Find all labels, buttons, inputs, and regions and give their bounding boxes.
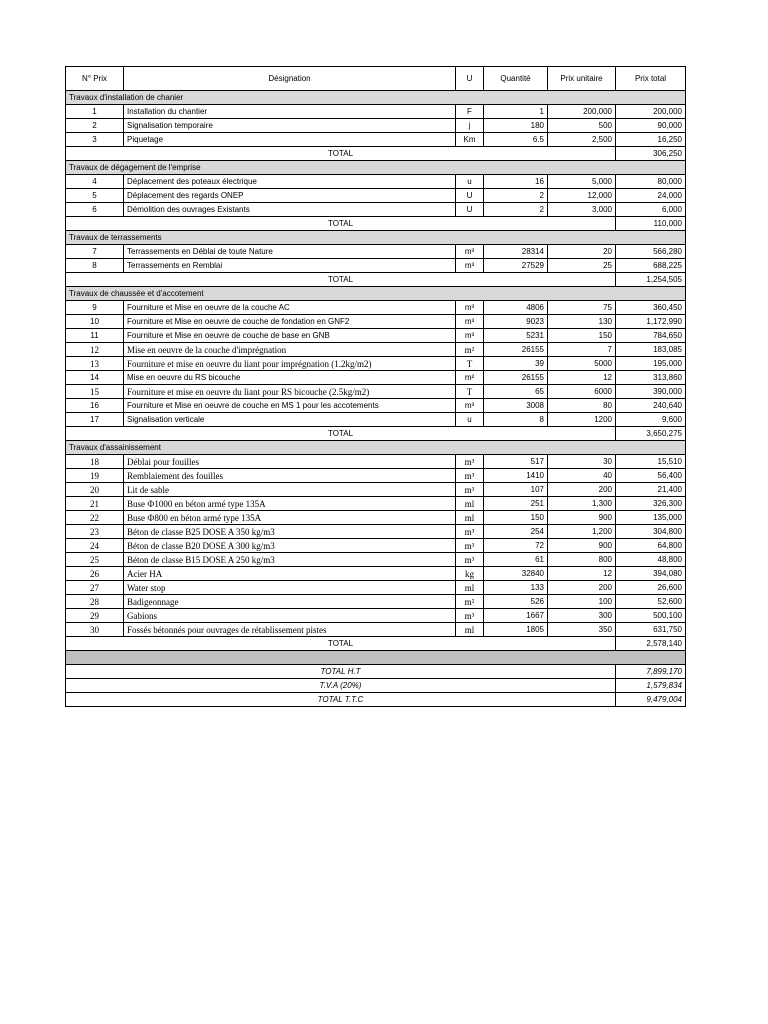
unit-price: 800 [548, 553, 616, 567]
unit: m³ [456, 553, 484, 567]
quantity: 26155 [484, 343, 548, 357]
quantity: 4806 [484, 301, 548, 315]
unit: F [456, 105, 484, 119]
quantity: 1667 [484, 609, 548, 623]
table-row [66, 189, 686, 203]
unit-price: 200 [548, 581, 616, 595]
total-price: 240,640 [616, 399, 686, 413]
table-row [66, 413, 686, 427]
designation: Water stop [124, 581, 456, 595]
table-row [66, 623, 686, 637]
unit: m³ [456, 469, 484, 483]
price-number: 18 [66, 455, 124, 469]
unit-price: 200,000 [548, 105, 616, 119]
designation: Fossés bétonnés pour ouvrages de rétablissement pistes [124, 623, 456, 637]
unit-price: 130 [548, 315, 616, 329]
quantity: 26155 [484, 371, 548, 385]
unit-price: 12,000 [548, 189, 616, 203]
table-row [66, 343, 686, 357]
unit-price: 5000 [548, 357, 616, 371]
quantity: 6.5 [484, 133, 548, 147]
section-total-row [66, 427, 686, 441]
price-number: 29 [66, 609, 124, 623]
total-price: 784,650 [616, 329, 686, 343]
table-row [66, 133, 686, 147]
total-price: 304,800 [616, 525, 686, 539]
table-row [66, 329, 686, 343]
table-row [66, 371, 686, 385]
unit-price: 200 [548, 483, 616, 497]
quantity: 5231 [484, 329, 548, 343]
price-number: 24 [66, 539, 124, 553]
unit: m³ [456, 245, 484, 259]
quantity: 61 [484, 553, 548, 567]
designation: Signalisation temporaire [124, 119, 456, 133]
quantity: 28314 [484, 245, 548, 259]
quantity: 2 [484, 189, 548, 203]
recap-row [66, 693, 686, 707]
designation: Déblai pour fouilles [124, 455, 456, 469]
designation: Signalisation verticale [124, 413, 456, 427]
total-price: 631,750 [616, 623, 686, 637]
unit: m³ [456, 483, 484, 497]
designation: Acier HA [124, 567, 456, 581]
price-number: 21 [66, 497, 124, 511]
unit-price: 350 [548, 623, 616, 637]
quantity: 254 [484, 525, 548, 539]
designation: Béton de classe B25 DOSE A 350 kg/m3 [124, 525, 456, 539]
price-number: 8 [66, 259, 124, 273]
unit-price: 7 [548, 343, 616, 357]
designation: Démolition des ouvrages Existants [124, 203, 456, 217]
price-number: 19 [66, 469, 124, 483]
quantity: 133 [484, 581, 548, 595]
section-total-label: TOTAL [66, 273, 616, 287]
unit: Km [456, 133, 484, 147]
unit: kg [456, 567, 484, 581]
table-row [66, 119, 686, 133]
total-price: 1,172,990 [616, 315, 686, 329]
price-number: 1 [66, 105, 124, 119]
total-price: 200,000 [616, 105, 686, 119]
quantity: 2 [484, 203, 548, 217]
table-row [66, 455, 686, 469]
unit: T [456, 385, 484, 399]
total-price: 48,800 [616, 553, 686, 567]
unit-price: 1200 [548, 413, 616, 427]
price-number: 28 [66, 595, 124, 609]
section-title: Travaux de chaussée et d'accotement [66, 287, 686, 301]
unit-price: 30 [548, 455, 616, 469]
quantity: 32840 [484, 567, 548, 581]
table-row [66, 595, 686, 609]
section-total-value: 2,578,140 [616, 637, 686, 651]
designation: Fourniture et mise en oeuvre du liant pour imprégnation (1.2kg/m2) [124, 357, 456, 371]
price-number: 7 [66, 245, 124, 259]
section-total-row [66, 217, 686, 231]
section-title: Travaux d'installation de chanier [66, 91, 686, 105]
unit-price: 900 [548, 539, 616, 553]
quantity: 150 [484, 511, 548, 525]
total-price: 15,510 [616, 455, 686, 469]
section-total-value: 110,000 [616, 217, 686, 231]
table-row [66, 609, 686, 623]
unit: ml [456, 623, 484, 637]
total-price: 183,085 [616, 343, 686, 357]
total-price: 52,600 [616, 595, 686, 609]
table-row [66, 469, 686, 483]
section-total-value: 306,250 [616, 147, 686, 161]
unit-price: 3,000 [548, 203, 616, 217]
unit-price: 100 [548, 595, 616, 609]
price-number: 2 [66, 119, 124, 133]
section-header-row [66, 287, 686, 301]
unit: m² [456, 343, 484, 357]
table-row [66, 245, 686, 259]
recap-label: T.V.A (20%) [66, 679, 616, 693]
total-price: 326,300 [616, 497, 686, 511]
price-number: 5 [66, 189, 124, 203]
unit: m³ [456, 301, 484, 315]
price-number: 6 [66, 203, 124, 217]
designation: Fourniture et Mise en oeuvre de couche de fondation en GNF2 [124, 315, 456, 329]
total-price: 688,225 [616, 259, 686, 273]
unit: m³ [456, 609, 484, 623]
table-row [66, 511, 686, 525]
price-number: 16 [66, 399, 124, 413]
unit-price: 300 [548, 609, 616, 623]
recap-label: TOTAL H.T [66, 665, 616, 679]
unit: T [456, 357, 484, 371]
quantity: 72 [484, 539, 548, 553]
designation: Terrassements en Remblai [124, 259, 456, 273]
quantity: 65 [484, 385, 548, 399]
unit: m³ [456, 539, 484, 553]
table-row [66, 497, 686, 511]
price-number: 13 [66, 357, 124, 371]
table-row [66, 567, 686, 581]
price-number: 14 [66, 371, 124, 385]
total-price: 566,280 [616, 245, 686, 259]
unit: ml [456, 581, 484, 595]
unit-price: 12 [548, 371, 616, 385]
header-total-price: Prix total [616, 67, 686, 91]
table-row [66, 539, 686, 553]
unit-price: 2,500 [548, 133, 616, 147]
unit: u [456, 413, 484, 427]
unit-price: 900 [548, 511, 616, 525]
price-number: 15 [66, 385, 124, 399]
unit-price: 150 [548, 329, 616, 343]
quantity: 107 [484, 483, 548, 497]
unit: m³ [456, 329, 484, 343]
quantity: 3008 [484, 399, 548, 413]
price-number: 27 [66, 581, 124, 595]
unit: m³ [456, 259, 484, 273]
quantity: 1410 [484, 469, 548, 483]
unit-price: 6000 [548, 385, 616, 399]
unit: m³ [456, 399, 484, 413]
unit-price: 25 [548, 259, 616, 273]
price-number: 4 [66, 175, 124, 189]
quantity: 9023 [484, 315, 548, 329]
quantity: 180 [484, 119, 548, 133]
price-number: 11 [66, 329, 124, 343]
table-row [66, 581, 686, 595]
section-total-row [66, 273, 686, 287]
section-title: Travaux de dégagement de l'emprise [66, 161, 686, 175]
section-header-row [66, 441, 686, 455]
unit: ml [456, 511, 484, 525]
price-number: 10 [66, 315, 124, 329]
unit: m³ [456, 525, 484, 539]
price-number: 3 [66, 133, 124, 147]
table-row [66, 553, 686, 567]
recap-label: TOTAL T.T.C [66, 693, 616, 707]
section-header-row [66, 161, 686, 175]
total-price: 90,000 [616, 119, 686, 133]
recap-row [66, 679, 686, 693]
unit-price: 500 [548, 119, 616, 133]
unit: m³ [456, 315, 484, 329]
header-designation: Désignation [124, 67, 456, 91]
unit: j [456, 119, 484, 133]
total-price: 6,000 [616, 203, 686, 217]
unit: u [456, 175, 484, 189]
quantity: 526 [484, 595, 548, 609]
table-row [66, 357, 686, 371]
table-row [66, 315, 686, 329]
table-row [66, 399, 686, 413]
unit: ml [456, 497, 484, 511]
quantity: 251 [484, 497, 548, 511]
price-number: 26 [66, 567, 124, 581]
table-row [66, 203, 686, 217]
unit-price: 12 [548, 567, 616, 581]
unit: U [456, 203, 484, 217]
quantity: 8 [484, 413, 548, 427]
price-number: 25 [66, 553, 124, 567]
total-price: 9,600 [616, 413, 686, 427]
total-price: 500,100 [616, 609, 686, 623]
designation: Gabions [124, 609, 456, 623]
designation: Installation du chantier [124, 105, 456, 119]
price-number: 12 [66, 343, 124, 357]
section-total-label: TOTAL [66, 147, 616, 161]
table-row [66, 175, 686, 189]
unit-price: 75 [548, 301, 616, 315]
designation: Buse Ф1000 en béton armé type 135A [124, 497, 456, 511]
designation: Mise en oeuvre de la couche d'imprégnation [124, 343, 456, 357]
section-header-row [66, 91, 686, 105]
designation: Fourniture et Mise en oeuvre de la couche AC [124, 301, 456, 315]
price-number: 9 [66, 301, 124, 315]
table-row [66, 301, 686, 315]
unit-price: 1,300 [548, 497, 616, 511]
total-price: 80,000 [616, 175, 686, 189]
designation: Badigeonnage [124, 595, 456, 609]
section-total-label: TOTAL [66, 637, 616, 651]
total-price: 360,450 [616, 301, 686, 315]
total-price: 56,400 [616, 469, 686, 483]
table-row [66, 385, 686, 399]
total-price: 394,080 [616, 567, 686, 581]
price-number: 30 [66, 623, 124, 637]
designation: Béton de classe B20 DOSE A 300 kg/m3 [124, 539, 456, 553]
section-total-value: 1,254,505 [616, 273, 686, 287]
section-total-value: 3,650,275 [616, 427, 686, 441]
section-total-label: TOTAL [66, 427, 616, 441]
table-body [66, 91, 686, 707]
designation: Béton de classe B15 DOSE A 250 kg/m3 [124, 553, 456, 567]
designation: Terrassements en Déblai de toute Nature [124, 245, 456, 259]
total-price: 21,400 [616, 483, 686, 497]
total-price: 26,600 [616, 581, 686, 595]
unit-price: 80 [548, 399, 616, 413]
unit-price: 5,000 [548, 175, 616, 189]
total-price: 64,800 [616, 539, 686, 553]
price-table [65, 66, 686, 707]
unit: m² [456, 371, 484, 385]
unit-price: 40 [548, 469, 616, 483]
designation: Mise en oeuvre du RS bicouche [124, 371, 456, 385]
section-title: Travaux d'assainissement [66, 441, 686, 455]
designation: Fourniture et mise en oeuvre du liant pour RS bicouche (2.5kg/m2) [124, 385, 456, 399]
designation: Lit de sable [124, 483, 456, 497]
price-number: 22 [66, 511, 124, 525]
total-price: 24,000 [616, 189, 686, 203]
header-quantity: Quantité [484, 67, 548, 91]
unit: m² [456, 595, 484, 609]
section-total-row [66, 147, 686, 161]
separator-cell [66, 651, 686, 665]
table-row [66, 259, 686, 273]
total-price: 313,860 [616, 371, 686, 385]
designation: Fourniture et Mise en oeuvre de couche en MS 1 pour les accotements [124, 399, 456, 413]
designation: Fourniture et Mise en oeuvre de couche de base en GNB [124, 329, 456, 343]
table-row [66, 105, 686, 119]
table-row [66, 525, 686, 539]
designation: Déplacement des regards ONEP [124, 189, 456, 203]
quantity: 39 [484, 357, 548, 371]
header-row [66, 67, 686, 91]
total-price: 16,250 [616, 133, 686, 147]
section-total-label: TOTAL [66, 217, 616, 231]
recap-value: 7,899,170 [616, 665, 686, 679]
quantity: 1805 [484, 623, 548, 637]
quantity: 27529 [484, 259, 548, 273]
unit-price: 1,200 [548, 525, 616, 539]
designation: Buse Ф800 en béton armé type 135A [124, 511, 456, 525]
header-unit-price: Prix unitaire [548, 67, 616, 91]
unit: U [456, 189, 484, 203]
designation: Piquetage [124, 133, 456, 147]
recap-row [66, 665, 686, 679]
price-number: 23 [66, 525, 124, 539]
recap-value: 9,479,004 [616, 693, 686, 707]
table-row [66, 483, 686, 497]
total-price: 135,000 [616, 511, 686, 525]
quantity: 517 [484, 455, 548, 469]
section-header-row [66, 231, 686, 245]
total-price: 195,000 [616, 357, 686, 371]
section-total-row [66, 637, 686, 651]
section-title: Travaux de terrassements [66, 231, 686, 245]
price-number: 17 [66, 413, 124, 427]
quantity: 16 [484, 175, 548, 189]
designation: Remblaiement des fouilles [124, 469, 456, 483]
header-num: N° Prix [66, 67, 124, 91]
designation: Déplacement des poteaux électrique [124, 175, 456, 189]
header-unit: U [456, 67, 484, 91]
recap-value: 1,579,834 [616, 679, 686, 693]
unit-price: 20 [548, 245, 616, 259]
price-number: 20 [66, 483, 124, 497]
total-price: 390,000 [616, 385, 686, 399]
separator-band [66, 651, 686, 665]
quantity: 1 [484, 105, 548, 119]
unit: m³ [456, 455, 484, 469]
